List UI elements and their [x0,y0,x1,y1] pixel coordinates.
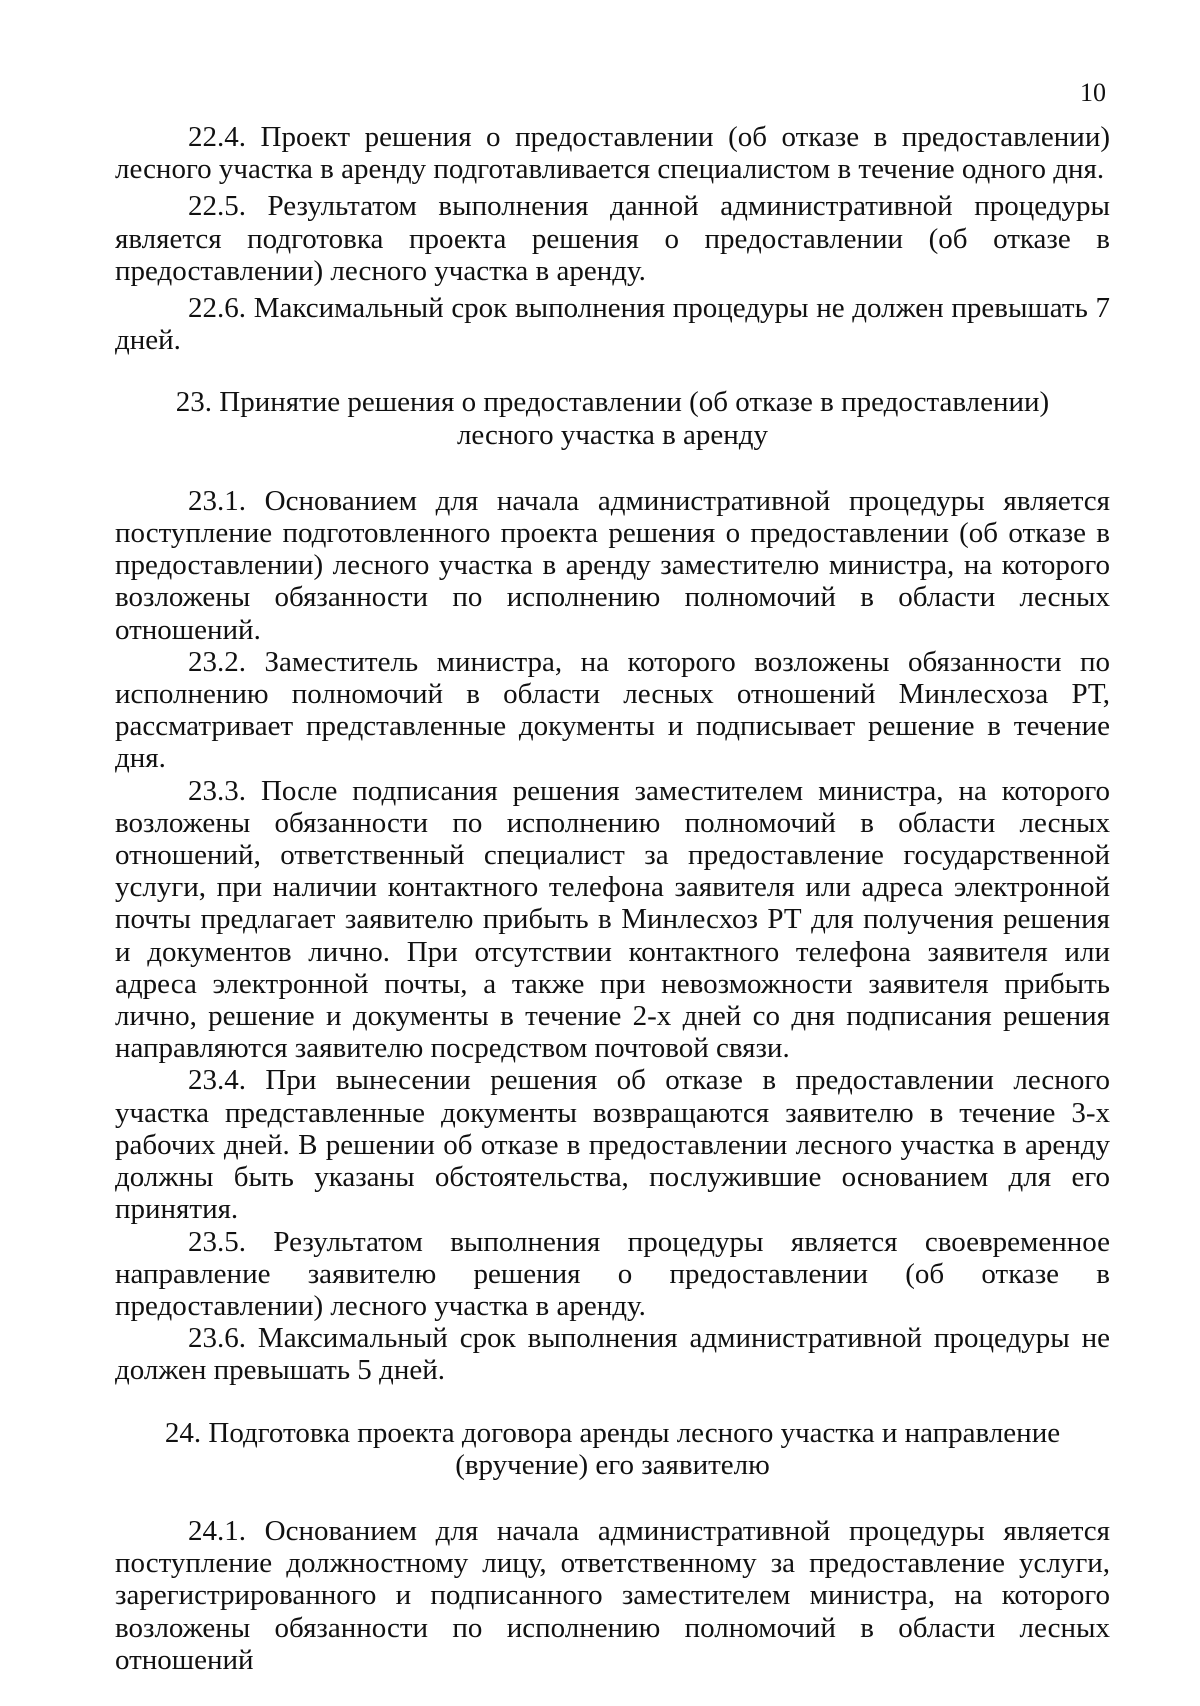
section-heading-24-line-2: (вручение) его заявителю [455,1448,770,1481]
section-heading-23-line-1: 23. Принятие решения о предоставлении (об отказе в предоставлении) [175,386,1050,419]
paragraph-22-6: 22.6. Максимальный срок выполнения процедуры не должен превышать 7 дней. [115,292,1110,357]
section-heading-24-line-1: 24. Подготовка проекта договора аренды лесного участка и направление [164,1416,1061,1449]
paragraph-23-5: 23.5. Результатом выполнения процедуры является своевременное направление заявителю решения о предоставлении (об отказе в предоставлении) лесного участка в аренду. [115,1225,1110,1322]
section-heading-23 [115,386,1110,450]
section-heading-24 [115,1417,1110,1481]
paragraph-23-4: 23.4. При вынесении решения об отказе в предоставлении лесного участка представленные документы возвращаются заявителю в течение 3-х рабочих дней. В решении об отказе в предоставлении лесного участка в аренду должны быть указаны обстоятельства, послужившие основанием для его принятия. [115,1064,1110,1226]
paragraph-23-2: 23.2. Заместитель министра, на которого возложены обязанности по исполнению полномочий в области лесных отношений Минлесхоза РТ, рассматривает представленные документы и подписывает решение в течение дня. [115,645,1110,775]
paragraph-22-4: 22.4. Проект решения о предоставлении (об отказе в предоставлении) лесного участка в аренду подготавливается специалистом в течение одного дня. [115,121,1110,186]
document-body [115,121,1110,1676]
paragraph-23-1: 23.1. Основанием для начала административной процедуры является поступление подготовленного проекта решения о предоставлении (об отказе в предоставлении) лесного участка в аренду заместителю министра, на которого возложены обязанности по исполнению полномочий в области лесных отношений. [115,484,1110,646]
paragraph-23-6: 23.6. Максимальный срок выполнения административной процедуры не должен превышать 5 дней. [115,1322,1110,1387]
section-heading-23-line-2: лесного участка в аренду [456,418,769,451]
paragraph-22-5: 22.5. Результатом выполнения данной административной процедуры является подготовка проекта решения о предоставлении (об отказе в предоставлении) лесного участка в аренду. [115,190,1110,287]
page-number: 10 [1080,78,1106,107]
paragraph-24-1: 24.1. Основанием для начала административной процедуры является поступление должностному лицу, ответственному за предоставление услуги, зарегистрированного и подписанного заместителем министра, на которого возложены обязанности по исполнению полномочий в области лесных отношений [115,1514,1110,1676]
paragraph-23-3: 23.3. После подписания решения заместителем министра, на которого возложены обязанности по исполнению полномочий в области лесных отношений, ответственный специалист за предоставление государственной услуги, при наличии контактного телефона заявителя или адреса электронной почты предлагает заявителю прибыть в Минлесхоз РТ для получения решения и документов лично. При отсутствии контактного телефона заявителя или адреса электронной почты, а также при невозможности заявителя прибыть лично, решение и документы в течение 2-х дней со дня подписания решения направляются заявителю посредством почтовой связи. [115,774,1110,1065]
